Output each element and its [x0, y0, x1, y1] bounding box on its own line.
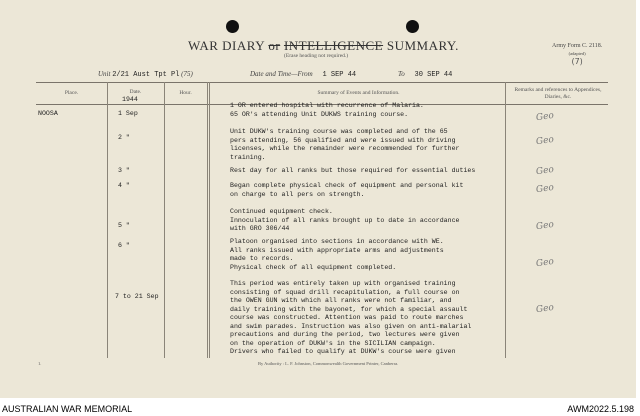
date-time-label: Date and Time—From: [250, 70, 313, 78]
entry-date: 2 ": [118, 134, 130, 141]
to-label: To: [398, 70, 405, 78]
title-subtitle: (Erase heading not required.): [284, 53, 349, 59]
title-war-diary: WAR DIARY: [188, 38, 265, 53]
unit-circle: (75): [181, 70, 193, 78]
officer-initials: Geo: [535, 182, 555, 196]
page-mark: 1.: [38, 361, 42, 366]
printer-imprint: By Authority : L. F. Johnston, Commonwealth Government Printer, Canberra.: [258, 361, 399, 366]
entry-date: 5 ": [118, 222, 130, 229]
officer-initials: Geo: [535, 302, 555, 316]
form-title: [188, 38, 459, 54]
entry-summary: Unit DUKW's training course was completed and of the 65 pers attending, 56 qualified and were issued with driving licenses, while the remainder were recommended for further training.: [230, 128, 460, 161]
entry-place: NOOSA: [38, 110, 58, 117]
entry-summary: This period was entirely taken up with organised training consisting of squad drill recapitulation, a full course on the OWEN GUN with which all ranks were not familiar, and daily training with the bayonet, for which a special assault course was constructed. Attention was paid to route marches and swim parades. Instruction was also given on anti-malarial precautions and during the period, two lectures were given on the operation of DUKW's in the SICILIAN campaign. Drivers who failed to qualify at DUKW's course were given: [230, 280, 472, 355]
entry-date: 7 to 21 Sep: [115, 293, 159, 300]
officer-initials: Geo: [535, 219, 555, 233]
entry-summary: Rest day for all ranks but those required for essential duties: [230, 167, 476, 174]
column-divider: [107, 82, 108, 358]
year-label: 1944: [122, 96, 138, 103]
army-form-adapted: (adapted): [568, 51, 586, 56]
column-header-remarks: Remarks and references to Appendices, Diaries, &c.: [514, 87, 602, 100]
army-form-mark: (7): [571, 57, 583, 66]
officer-initials: Geo: [535, 256, 555, 270]
entry-date: 1 Sep: [118, 110, 138, 117]
column-divider: [505, 82, 506, 358]
entry-date: 4 ": [118, 182, 130, 189]
punch-hole: [406, 20, 419, 33]
archive-caption-left: AUSTRALIAN WAR MEMORIAL: [2, 404, 133, 414]
title-or: or: [268, 38, 281, 53]
table-top-rule: [36, 82, 608, 83]
officer-initials: Geo: [535, 164, 555, 178]
entry-summary: Began complete physical check of equipment and personal kit on charge to all pers on strength.: [230, 182, 464, 198]
archive-caption-right: AWM2022.5.198: [567, 404, 634, 414]
officer-initials: Geo: [535, 134, 555, 148]
entry-summary: 1 OR entered hospital with recurrence of Malaria. 65 OR's attending Unit DUKWS training course.: [230, 102, 424, 118]
column-header-date: Date.: [129, 89, 142, 95]
column-header-summary: Summary of Events and Information.: [317, 90, 400, 96]
entry-summary: Continued equipment check. Innoculation of all ranks brought up to date in accordance with GRO 306/44: [230, 208, 460, 232]
title-summary: SUMMARY.: [386, 38, 459, 53]
column-divider: [207, 82, 210, 358]
punch-hole: [226, 20, 239, 33]
army-form-label: [552, 42, 602, 66]
army-form-number: Army Form C. 2118.: [552, 43, 603, 49]
column-header-place: Place.: [64, 90, 79, 96]
column-header-hour: Hour.: [179, 90, 192, 96]
column-divider: [164, 82, 165, 358]
entry-date: 3 ": [118, 167, 130, 174]
title-intelligence: INTELLIGENCE: [283, 38, 384, 53]
unit-field: [98, 70, 193, 79]
entry-date: 6 ": [118, 242, 130, 249]
unit-value: 2/21 Aust Tpt Pl: [112, 71, 180, 79]
date-range-field: [250, 70, 356, 79]
to-date: 30 SEP 44: [414, 71, 453, 79]
to-date-field: [398, 70, 452, 79]
entry-summary: Platoon organised into sections in accordance with WE. All ranks issued with appropriate arms and adjustments made to records. Physical check of all equipment completed.: [230, 238, 444, 271]
unit-label: Unit: [98, 70, 111, 78]
officer-initials: Geo: [535, 110, 555, 124]
from-date: 1 SEP 44: [322, 71, 357, 79]
